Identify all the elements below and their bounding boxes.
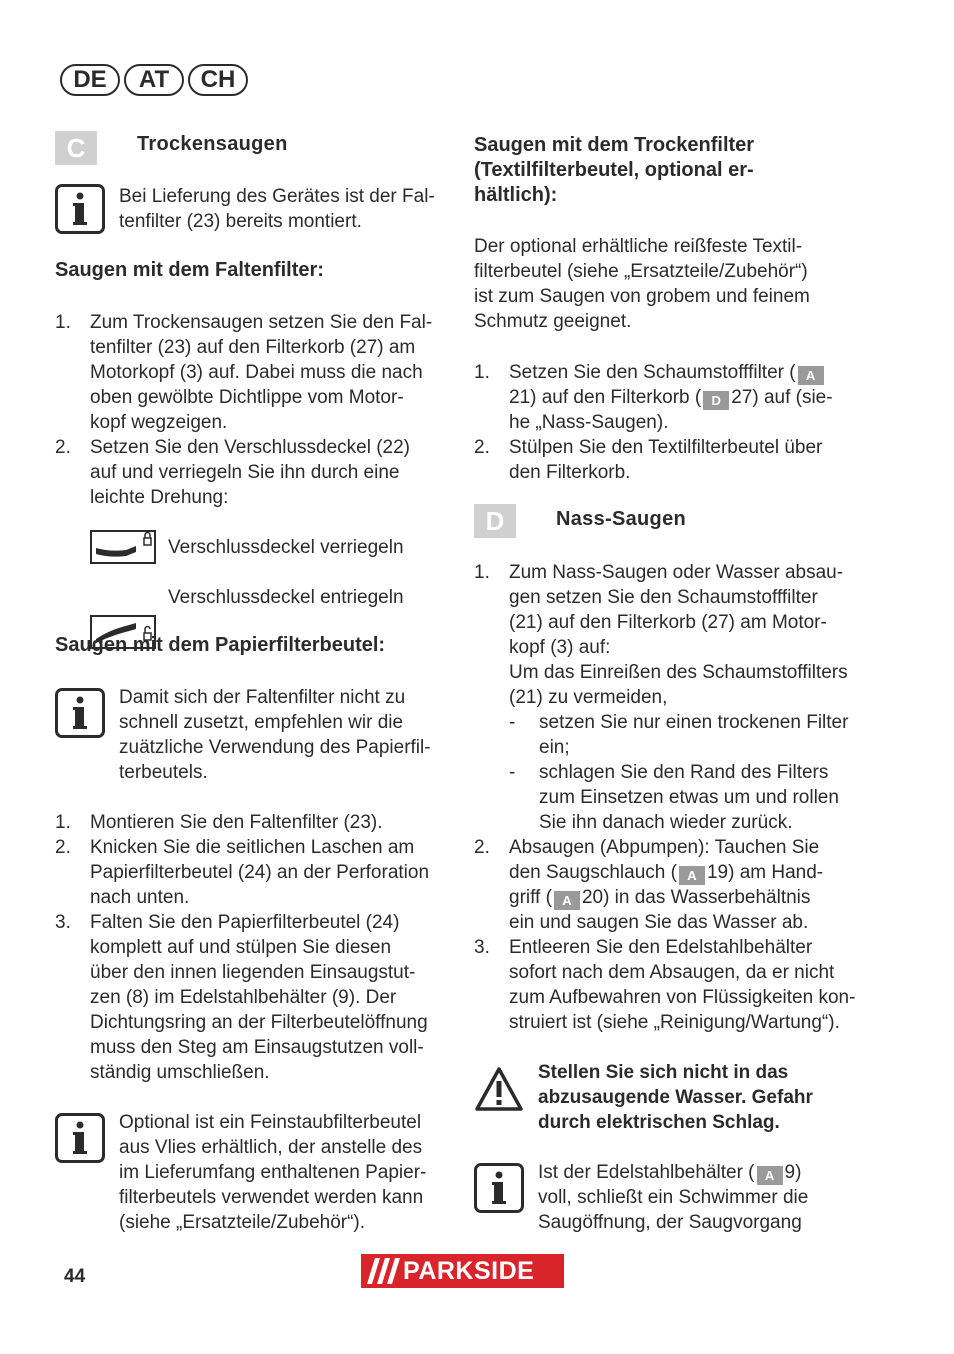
figure-ref-chip: D bbox=[703, 391, 729, 410]
page-number: 44 bbox=[64, 1266, 86, 1287]
figure-ref-chip: A bbox=[798, 366, 824, 385]
unlock-label: Verschlussdeckel entriegeln bbox=[168, 587, 404, 608]
step-text: Falten Sie den Papierfilterbeutel (24) komplett auf und stülpen Sie diesen über den innen liegenden Einsaugstut- zen (8) im Edelstahlbehälter (9). Der Dichtungsring an der Filterbeutelöffnung muss den Steg am Einsaugstutzen voll- ständig umschließen. bbox=[90, 912, 428, 1083]
step-text bbox=[509, 837, 823, 933]
step-text bbox=[509, 362, 833, 433]
figure-ref-chip: A bbox=[554, 891, 580, 910]
dash-marker: - bbox=[509, 712, 516, 733]
info-text-schwimmer bbox=[538, 1160, 868, 1235]
nass-saugen-steps bbox=[474, 560, 874, 1035]
intro-textilfilter: Der optional erhältliche reißfeste Textil- filterbeutel (siehe „Ersatzteile/Zubehör“) ist zum Saugen von grobem und feinem Schmutz geeignet. bbox=[474, 236, 810, 332]
lock-label: Verschlussdeckel verriegeln bbox=[168, 537, 404, 558]
list-item bbox=[55, 835, 455, 910]
text-fragment: 27) auf (sie- he „Nass-Saugen). bbox=[509, 387, 833, 433]
step-number: 2. bbox=[55, 437, 71, 458]
info-icon bbox=[55, 1113, 105, 1163]
list-item bbox=[55, 310, 455, 435]
text-fragment: Ist der Edelstahlbehälter ( bbox=[538, 1162, 755, 1183]
faltenfilter-steps bbox=[55, 310, 455, 510]
logo-stripes-icon bbox=[361, 1254, 401, 1288]
step-text: Zum Nass-Saugen oder Wasser absau- gen setzen Sie den Schaumstofffilter (21) auf den Filterkorb (27) am Motor- kopf (3) auf: Um das Einreißen des Schaumstoffilters (21) zu vermeiden, bbox=[509, 562, 848, 708]
text-fragment: Absaugen (Abpumpen): Tauchen Sie den Saugschlauch ( bbox=[509, 837, 820, 883]
step-number: 1. bbox=[474, 562, 490, 583]
list-item bbox=[474, 360, 874, 435]
step-number: 3. bbox=[55, 912, 71, 933]
text-fragment: 21) auf den Filterkorb ( bbox=[509, 387, 702, 408]
figure-ref-chip: A bbox=[679, 866, 705, 885]
list-item bbox=[474, 835, 874, 935]
step-text: Knicken Sie die seitlichen Laschen am Papierfilterbeutel (24) an der Perforation nach unten. bbox=[90, 837, 430, 908]
step-text: Entleeren Sie den Edelstahlbehälter sofort nach dem Absaugen, da er nicht zum Aufbewahren von Flüssigkeiten kon- struiert ist (siehe „Reinigung/Wartung“). bbox=[509, 937, 856, 1033]
list-item bbox=[474, 560, 874, 835]
step-number: 3. bbox=[474, 937, 490, 958]
info-icon bbox=[474, 1163, 524, 1213]
text-fragment: Setzen Sie den Schaumstofffilter ( bbox=[509, 362, 796, 383]
list-item bbox=[509, 760, 874, 835]
step-number: 2. bbox=[55, 837, 71, 858]
country-badges bbox=[60, 64, 248, 96]
list-item bbox=[55, 810, 455, 835]
heading-trockenfilter: Saugen mit dem Trockenfilter (Textilfilterbeutel, optional er- hältlich): bbox=[474, 134, 755, 206]
warning-icon bbox=[474, 1066, 524, 1117]
section-title-trockensaugen: Trockensaugen bbox=[137, 133, 288, 155]
papierfilter-steps bbox=[55, 810, 455, 1085]
step-number: 1. bbox=[474, 362, 490, 383]
figure-ref-chip: A bbox=[757, 1166, 783, 1185]
section-badge-c: C bbox=[55, 131, 97, 165]
list-item bbox=[509, 710, 874, 760]
list-item bbox=[55, 435, 455, 510]
country-badge-de: DE bbox=[60, 64, 120, 96]
dash-marker: - bbox=[509, 762, 516, 783]
warning-text: Stellen Sie sich nicht in das abzusaugende Wasser. Gefahr durch elektrischen Schlag. bbox=[538, 1062, 813, 1133]
dash-text: schlagen Sie den Rand des Filters zum Einsetzen etwas um und rollen Sie ihn danach wieder zurück. bbox=[539, 762, 839, 833]
step-text: Setzen Sie den Verschlussdeckel (22) auf und verriegeln Sie ihn durch eine leichte Drehung: bbox=[90, 437, 411, 508]
text-fragment: 9) voll, schließt ein Schwimmer die Saugöffnung, der Saugvorgang bbox=[538, 1162, 809, 1233]
info-text-faltenfilter: Bei Lieferung des Gerätes ist der Fal- tenfilter (23) bereits montiert. bbox=[119, 186, 435, 232]
country-badge-ch: CH bbox=[188, 64, 248, 96]
list-item bbox=[474, 935, 874, 1035]
dash-list bbox=[509, 710, 874, 835]
heading-papierfilterbeutel: Saugen mit dem Papierfilterbeutel: bbox=[55, 634, 386, 656]
country-badge-at: AT bbox=[124, 64, 184, 96]
list-item bbox=[474, 435, 874, 485]
info-text-feinstaubfilter: Optional ist ein Feinstaubfilterbeutel aus Vlies erhältlich, der anstelle des im Lieferumfang enthaltenen Papier- filterbeutels verwendet werden kann (siehe „Ersatzteile/Zubehör“). bbox=[119, 1112, 427, 1233]
step-number: 1. bbox=[55, 312, 71, 333]
trockenfilter-steps bbox=[474, 360, 874, 485]
lock-icon bbox=[90, 530, 156, 564]
step-number: 1. bbox=[55, 812, 71, 833]
logo-wordmark: PARKSIDE bbox=[403, 1256, 535, 1285]
step-number: 2. bbox=[474, 837, 490, 858]
step-text: Zum Trockensaugen setzen Sie den Fal- tenfilter (23) auf den Filterkorb (27) am Motorkopf (3) auf. Dabei muss die nach oben gewölbte Dichtlippe vom Motor- kopf wegzeigen. bbox=[90, 312, 433, 433]
parkside-logo bbox=[361, 1254, 564, 1288]
section-badge-d: D bbox=[474, 504, 516, 538]
text-fragment: 20) in das Wasserbehältnis ein und saugen Sie das Wasser ab. bbox=[509, 887, 811, 933]
section-title-nass-saugen: Nass-Saugen bbox=[556, 508, 687, 530]
info-text-papierfilter: Damit sich der Faltenfilter nicht zu schnell zusetzt, empfehlen wir die zuätzliche Verwendung des Papierfil- terbeutels. bbox=[119, 687, 431, 783]
step-text: Stülpen Sie den Textilfilterbeutel über den Filterkorb. bbox=[509, 437, 823, 483]
info-icon bbox=[55, 184, 105, 234]
list-item bbox=[55, 910, 455, 1085]
text-fragment: 19) am Hand- griff ( bbox=[509, 862, 824, 908]
heading-faltenfilter: Saugen mit dem Faltenfilter: bbox=[55, 259, 324, 281]
step-text: Montieren Sie den Faltenfilter (23). bbox=[90, 812, 383, 833]
dash-text: setzen Sie nur einen trockenen Filter ein; bbox=[539, 712, 849, 758]
info-icon bbox=[55, 688, 105, 738]
step-number: 2. bbox=[474, 437, 490, 458]
